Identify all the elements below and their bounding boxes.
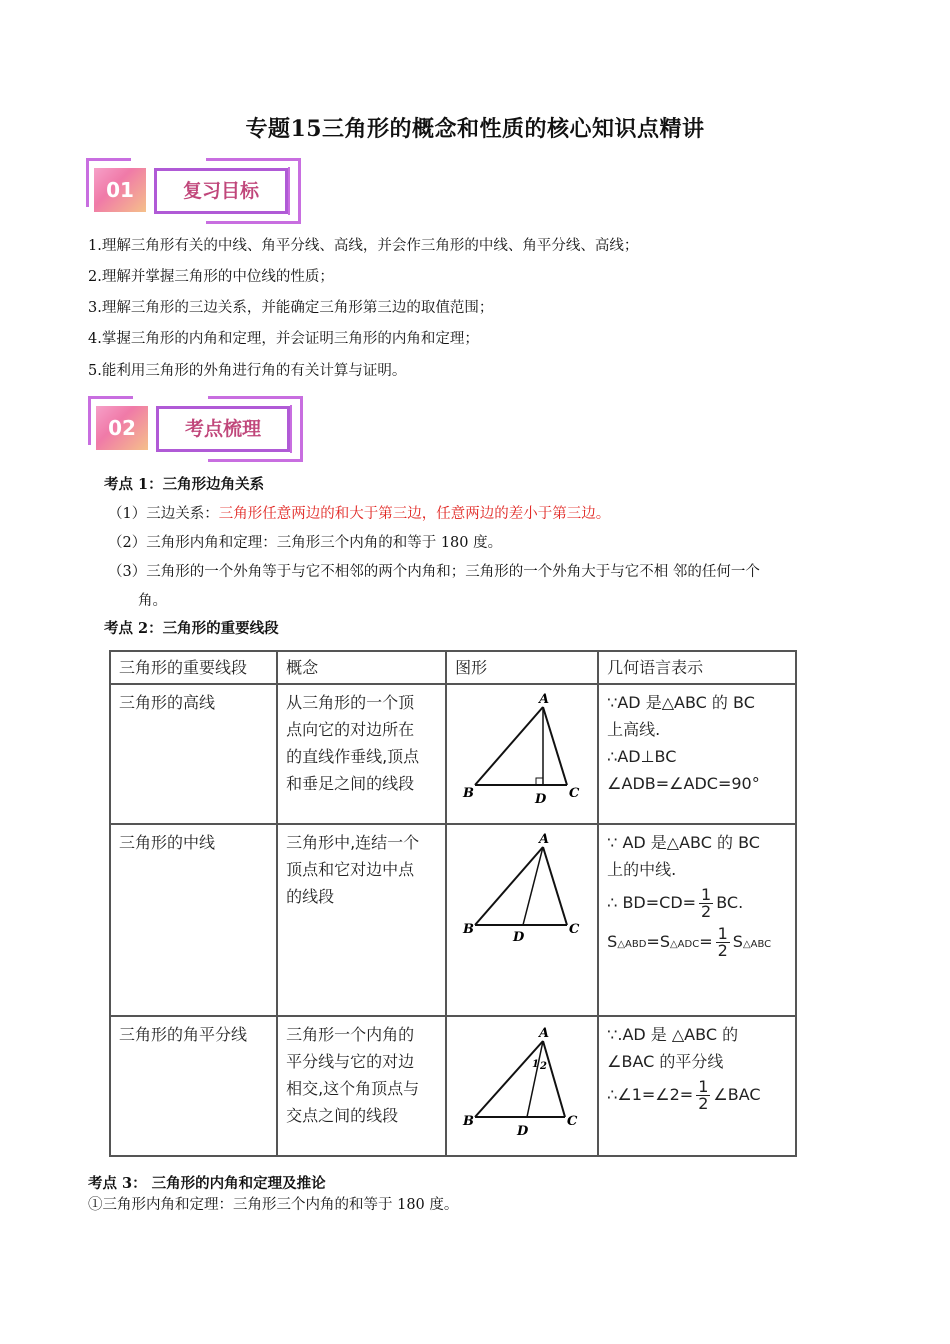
fraction-half (716, 926, 730, 959)
concept-line: 三角形中,连结一个 (286, 833, 420, 852)
angle-label-1: 1 (532, 1059, 540, 1070)
segment-figure (446, 1016, 598, 1156)
vertex-label-b: B (463, 786, 475, 801)
section-label: 考点梳理 (156, 406, 290, 452)
goal-item: 3.理解三角形的三边关系，并能确定三角形第三边的取值范围； (88, 300, 494, 316)
expr-text: =S (646, 932, 670, 951)
section-badge-key-points (88, 396, 303, 460)
fraction-denominator: 2 (717, 941, 728, 960)
expr-line: ∵AD 是△ABC 的 BC (607, 693, 755, 712)
vertex-label-c: C (569, 786, 580, 801)
point2-heading: 考点 2：三角形的重要线段 (104, 620, 279, 637)
expr-line: 上的中线. (607, 860, 677, 879)
vertex-label-d: D (513, 930, 525, 945)
point3-heading: 考点 3： 三角形的内角和定理及推论 (88, 1175, 326, 1192)
goal-item: 5.能利用三角形的外角进行角的有关计算与证明。 (88, 363, 407, 379)
segment-figure (446, 684, 598, 824)
concept-line: 三角形一个内角的 (286, 1025, 415, 1044)
expr-line: ∠BAC 的平分线 (607, 1052, 724, 1071)
table-row (110, 684, 796, 824)
angle-label-2: 2 (540, 1061, 548, 1072)
expr-line: ∴AD⊥BC (607, 747, 677, 766)
expr-text: ∠BAC (713, 1085, 761, 1104)
concept-line: 的直线作垂线,顶点 (286, 747, 420, 766)
point1-item1-prefix: （1）三边关系： (108, 506, 219, 522)
point3-item1: ①三角形内角和定理：三角形三个内角的和等于 180 度。 (88, 1197, 459, 1213)
goal-item: 2.理解并掌握三角形的中位线的性质； (88, 269, 334, 285)
expr-subscript: △ABD (617, 939, 647, 950)
median-triangle-figure (447, 825, 597, 955)
fraction-denominator: 2 (701, 902, 712, 921)
header-figure: 图形 (446, 651, 598, 684)
fraction-numerator: 1 (717, 924, 728, 943)
segment-concept (277, 824, 446, 1016)
vertex-label-b: B (463, 1114, 475, 1129)
segment-concept (277, 1016, 446, 1156)
expr-text: = (699, 932, 713, 951)
segment-name: 三角形的高线 (110, 684, 277, 824)
goal-item: 4.掌握三角形的内角和定理，并会证明三角形的内角和定理； (88, 331, 479, 347)
concept-line: 从三角形的一个顶 (286, 693, 415, 712)
concept-line: 交点之间的线段 (286, 1106, 399, 1125)
expr-text: S (607, 932, 618, 951)
section-number: 01 (94, 168, 146, 212)
expr-text: ∴∠1=∠2= (607, 1085, 694, 1104)
point1-item2: （2）三角形内角和定理：三角形三个内角的和等于 180 度。 (108, 535, 503, 551)
segment-name: 三角形的中线 (110, 824, 277, 1016)
header-expression: 几何语言表示 (598, 651, 796, 684)
expr-line-angles (607, 1079, 787, 1112)
segment-name: 三角形的角平分线 (110, 1016, 277, 1156)
segment-expression (598, 1016, 796, 1156)
table-row (110, 1016, 796, 1156)
section-label: 复习目标 (154, 168, 288, 214)
concept-line: 点向它的对边所在 (286, 720, 415, 739)
expr-line: ∵ AD 是△ABC 的 BC (607, 833, 760, 852)
concept-line: 顶点和它对边中点 (286, 860, 415, 879)
point1-item3-continued: 角。 (138, 593, 167, 609)
table-row (110, 824, 796, 1016)
concept-line: 相交,这个角顶点与 (286, 1079, 420, 1098)
vertex-label-a: A (539, 692, 550, 707)
page-title: 专题15三角形的概念和性质的核心知识点精讲 (245, 116, 705, 142)
expr-text: BC. (716, 893, 744, 912)
table-header-row (110, 651, 796, 684)
expr-line: 上高线. (607, 720, 661, 739)
concept-line: 平分线与它的对边 (286, 1052, 415, 1071)
expr-line-midpoint (607, 887, 787, 920)
point1-item1-highlight: 三角形任意两边的和大于第三边，任意两边的差小于第三边。 (218, 506, 611, 522)
fraction-numerator: 1 (701, 885, 712, 904)
altitude-triangle-figure (447, 685, 597, 815)
vertex-label-c: C (567, 1114, 578, 1129)
header-concept: 概念 (277, 651, 446, 684)
point1-item3: （3）三角形的一个外角等于与它不相邻的两个内角和；三角形的一个外角大于与它不相 邻的任何一个 (108, 564, 760, 580)
fraction-half (696, 1079, 710, 1112)
vertex-label-a: A (539, 832, 550, 847)
important-segments-table (109, 650, 797, 1157)
fraction-numerator: 1 (698, 1077, 709, 1096)
section-badge-review-goals (86, 158, 301, 222)
vertex-label-b: B (463, 922, 475, 937)
concept-line: 和垂足之间的线段 (286, 774, 415, 793)
goal-item: 1.理解三角形有关的中线、角平分线、高线，并会作三角形的中线、角平分线、高线； (88, 238, 639, 254)
bisector-triangle-figure (447, 1017, 597, 1147)
section-number: 02 (96, 406, 148, 450)
concept-line: 的线段 (286, 887, 335, 906)
segment-concept (277, 684, 446, 824)
expr-line: ∠ADB=∠ADC=90° (607, 774, 760, 793)
point1-heading: 考点 1：三角形边角关系 (104, 476, 265, 493)
segment-figure (446, 824, 598, 1016)
expr-text: ∴ BD=CD= (607, 893, 697, 912)
vertex-label-a: A (539, 1026, 550, 1041)
expr-subscript: △ABC (742, 939, 772, 950)
vertex-label-c: C (569, 922, 580, 937)
point1-item1 (108, 504, 610, 524)
header-segment: 三角形的重要线段 (110, 651, 277, 684)
expr-line-area (607, 926, 787, 959)
fraction-half (699, 887, 713, 920)
vertex-label-d: D (535, 792, 547, 807)
segment-expression (598, 684, 796, 824)
vertex-label-d: D (517, 1124, 529, 1139)
fraction-denominator: 2 (698, 1094, 709, 1113)
expr-text: S (732, 932, 743, 951)
expr-subscript: △ADC (669, 939, 700, 950)
expr-line: ∵.AD 是 △ABC 的 (607, 1025, 739, 1044)
segment-expression (598, 824, 796, 1016)
